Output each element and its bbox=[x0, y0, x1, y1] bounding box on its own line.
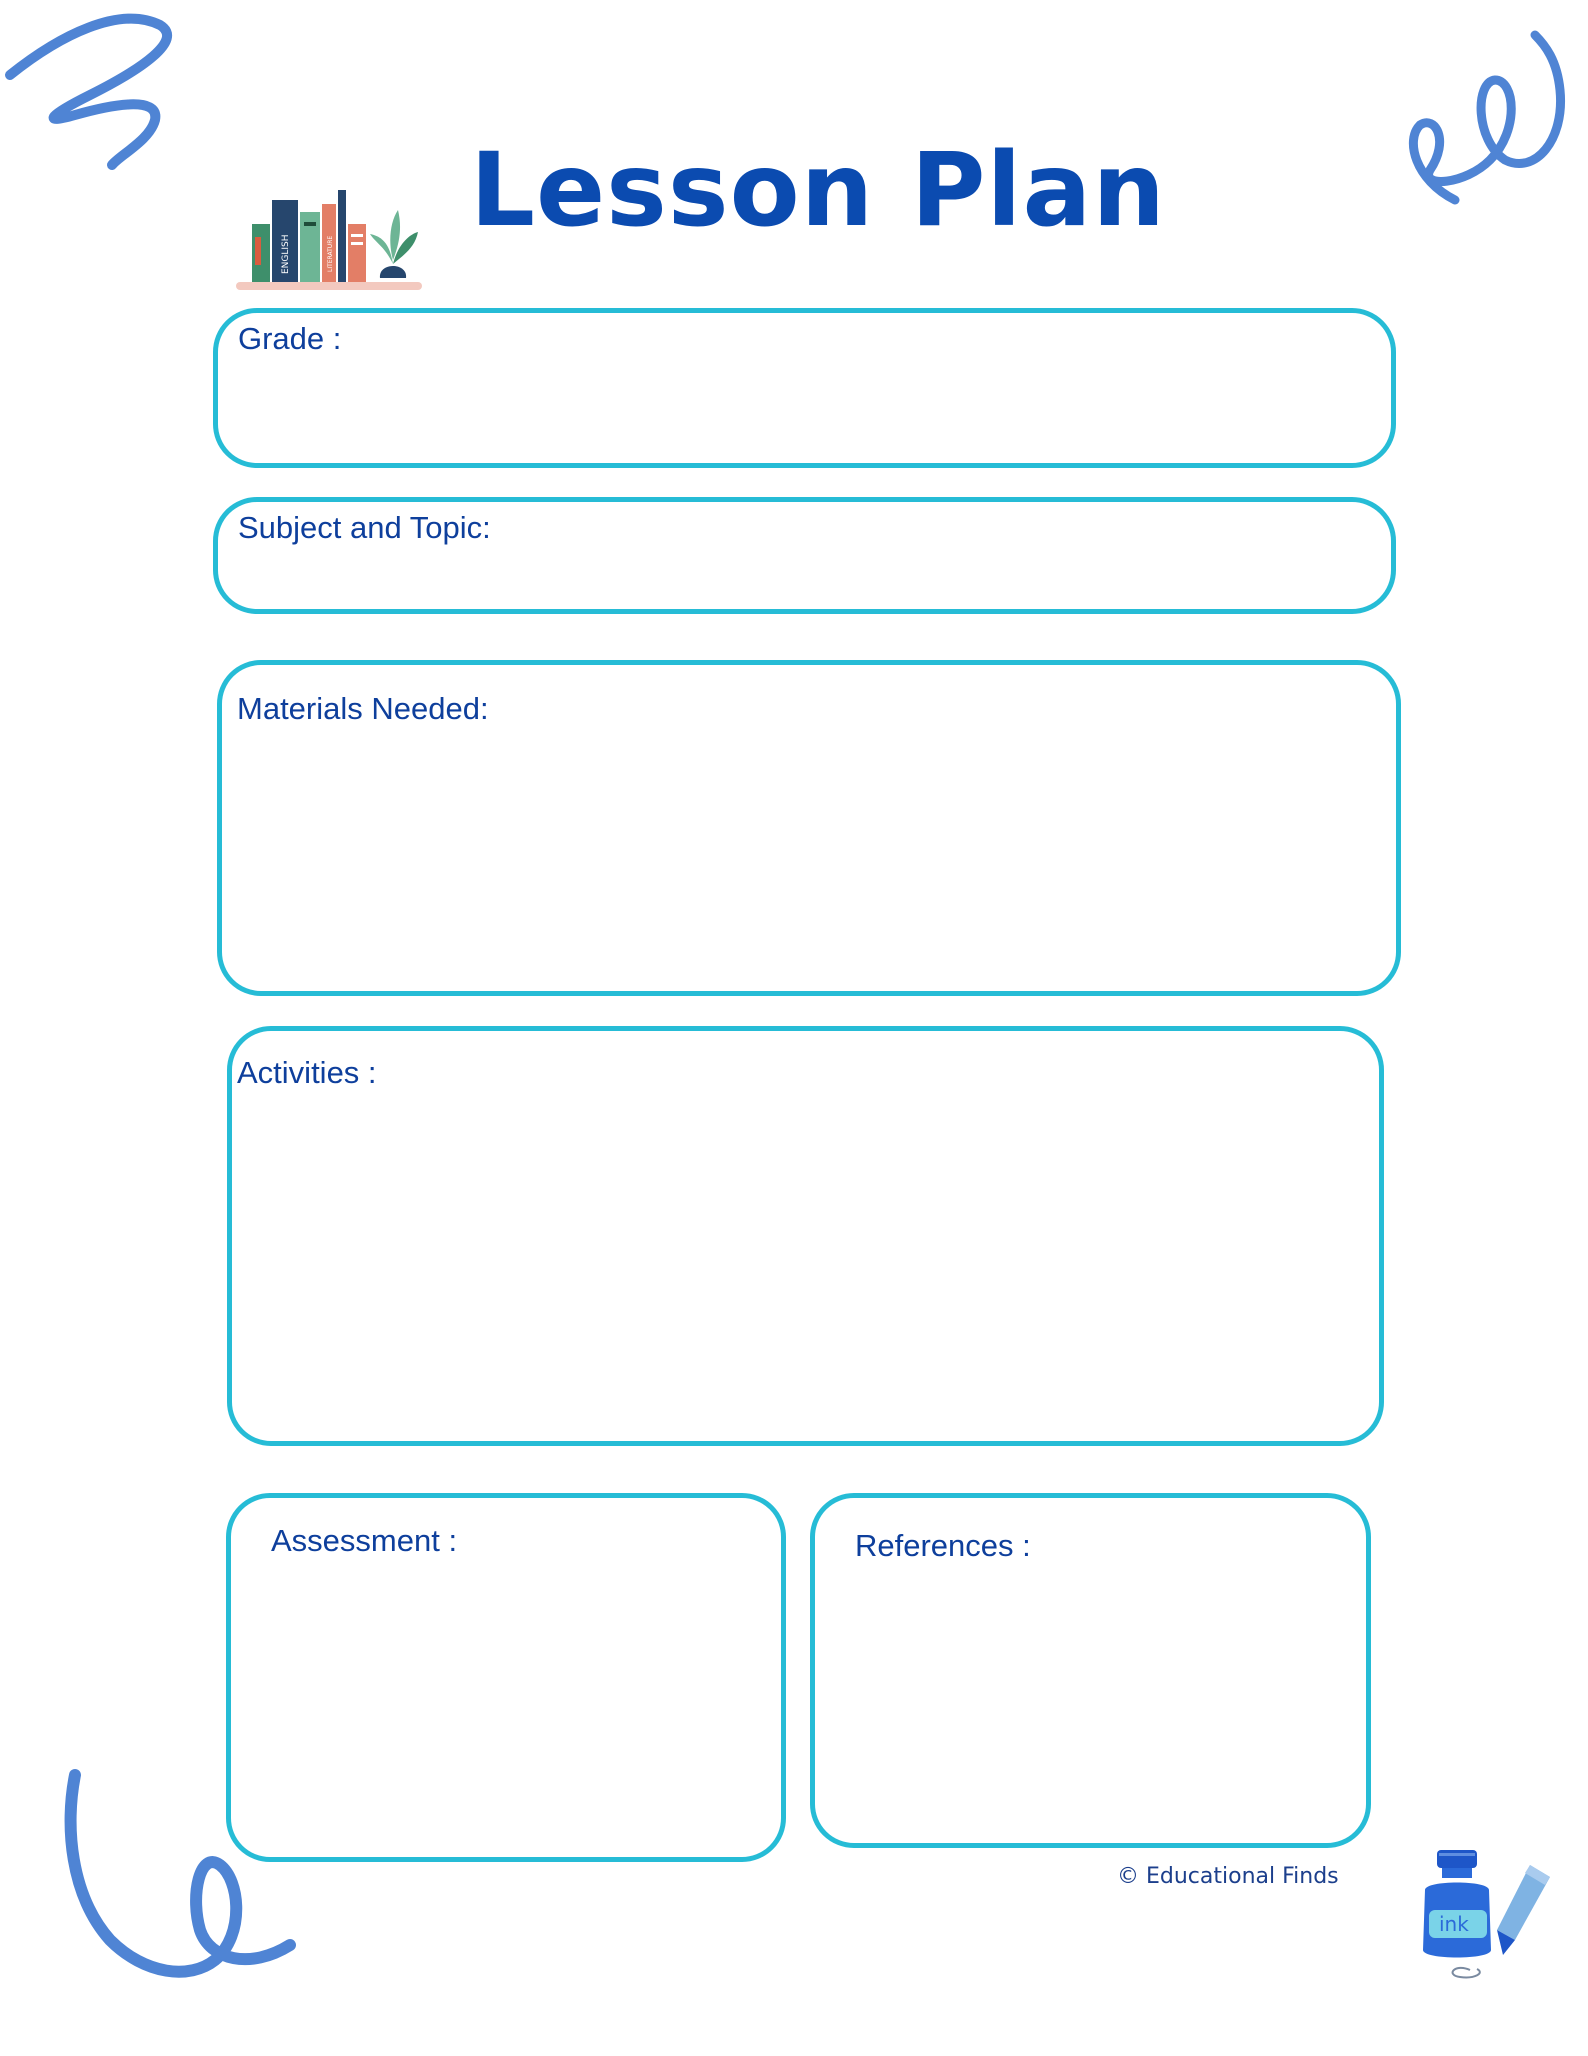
copyright-text: © Educational Finds bbox=[1117, 1864, 1339, 1889]
references-field[interactable] bbox=[810, 1493, 1371, 1848]
book-spine-english: ENGLISH bbox=[281, 234, 291, 274]
scribble-top-left-decoration bbox=[0, 0, 200, 190]
references-label: References : bbox=[855, 1528, 1031, 1563]
grade-field[interactable] bbox=[213, 308, 1396, 468]
ink-label: ink bbox=[1439, 1912, 1469, 1936]
bookshelf-icon bbox=[230, 182, 430, 297]
page-title: Lesson Plan bbox=[470, 131, 1166, 250]
ink-bottle-icon bbox=[1415, 1845, 1565, 1985]
grade-label: Grade : bbox=[238, 321, 342, 356]
activities-field[interactable] bbox=[227, 1026, 1384, 1446]
materials-needed-field[interactable] bbox=[217, 660, 1401, 996]
assessment-label: Assessment : bbox=[271, 1523, 458, 1558]
book-spine-literature: LITERATURE bbox=[327, 235, 334, 272]
assessment-field[interactable] bbox=[226, 1493, 786, 1862]
subject-topic-label: Subject and Topic: bbox=[238, 510, 491, 545]
activities-label: Activities : bbox=[237, 1055, 377, 1090]
materials-needed-label: Materials Needed: bbox=[237, 691, 489, 726]
scribble-top-right-decoration bbox=[1395, 20, 1575, 210]
subject-topic-field[interactable] bbox=[213, 497, 1396, 614]
